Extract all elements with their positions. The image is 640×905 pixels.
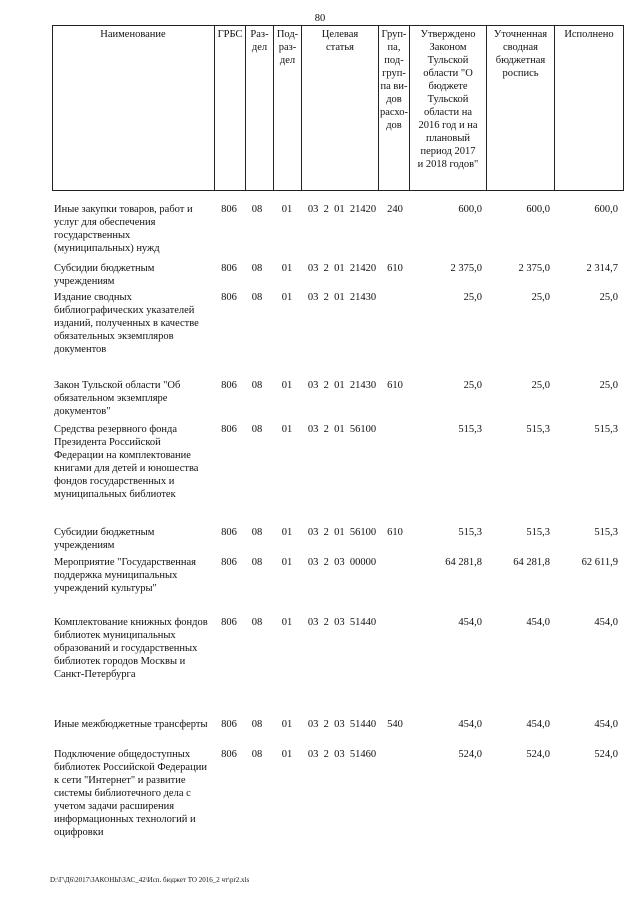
row-approved: 25,0 xyxy=(463,380,482,391)
row-clarified: 600,0 xyxy=(526,204,550,215)
row-executed: 515,3 xyxy=(594,424,618,435)
row-clarified: 515,3 xyxy=(526,424,550,435)
row-razdel: 08 xyxy=(251,749,263,760)
row-grbs: 806 xyxy=(221,263,237,274)
row-target-article: 03 2 01 56100 xyxy=(307,527,377,538)
row-grbs: 806 xyxy=(221,749,237,760)
row-razdel: 08 xyxy=(251,424,263,435)
row-clarified: 25,0 xyxy=(531,380,550,391)
row-target-article: 03 2 01 56100 xyxy=(307,424,377,435)
row-grbs: 806 xyxy=(221,204,237,215)
row-executed: 25,0 xyxy=(599,292,618,303)
row-clarified: 64 281,8 xyxy=(513,557,550,568)
row-executed: 454,0 xyxy=(594,617,618,628)
row-grbs: 806 xyxy=(221,424,237,435)
row-target-article: 03 2 01 21420 xyxy=(307,204,377,215)
column-divider xyxy=(214,25,215,190)
row-podrazdel: 01 xyxy=(281,557,293,568)
column-divider xyxy=(52,25,53,190)
row-executed: 454,0 xyxy=(594,719,618,730)
header-razdel: Раз- дел xyxy=(250,29,269,53)
row-grbs: 806 xyxy=(221,557,237,568)
header-grbs: ГРБС xyxy=(217,29,243,40)
row-razdel: 08 xyxy=(251,263,263,274)
row-expense-group: 610 xyxy=(387,263,403,274)
header-name: Наименование xyxy=(100,29,166,40)
row-grbs: 806 xyxy=(221,527,237,538)
row-expense-group: 610 xyxy=(387,527,403,538)
row-clarified: 454,0 xyxy=(526,617,550,628)
row-target-article: 03 2 03 51440 xyxy=(307,719,377,730)
row-clarified: 515,3 xyxy=(526,527,550,538)
row-podrazdel: 01 xyxy=(281,292,293,303)
row-target-article: 03 2 03 51440 xyxy=(307,617,377,628)
header-expense-group: Груп- па, под- груп- па ви- дов расхо- дов xyxy=(379,29,409,131)
row-grbs: 806 xyxy=(221,292,237,303)
row-clarified: 25,0 xyxy=(531,292,550,303)
row-clarified: 2 375,0 xyxy=(518,263,550,274)
row-podrazdel: 01 xyxy=(281,617,293,628)
row-clarified: 524,0 xyxy=(526,749,550,760)
row-name: Иные межбюджетные трансферты xyxy=(54,719,208,730)
row-approved: 524,0 xyxy=(458,749,482,760)
row-approved: 2 375,0 xyxy=(450,263,482,274)
row-podrazdel: 01 xyxy=(281,204,293,215)
row-executed: 62 611,9 xyxy=(581,557,618,568)
row-approved: 454,0 xyxy=(458,719,482,730)
row-target-article: 03 2 01 21430 xyxy=(307,292,377,303)
row-podrazdel: 01 xyxy=(281,424,293,435)
row-approved: 600,0 xyxy=(458,204,482,215)
row-executed: 25,0 xyxy=(599,380,618,391)
row-approved: 515,3 xyxy=(458,527,482,538)
row-podrazdel: 01 xyxy=(281,380,293,391)
row-approved: 64 281,8 xyxy=(445,557,482,568)
page-number: 80 xyxy=(314,13,326,24)
row-name: Комплектование книжных фондов библиотек муниципальных образований и государственных библиотек городов Москвы и Санкт-Петербурга xyxy=(54,617,208,680)
row-target-article: 03 2 03 51460 xyxy=(307,749,377,760)
row-podrazdel: 01 xyxy=(281,263,293,274)
row-razdel: 08 xyxy=(251,527,263,538)
row-clarified: 454,0 xyxy=(526,719,550,730)
row-approved: 515,3 xyxy=(458,424,482,435)
row-grbs: 806 xyxy=(221,617,237,628)
column-divider xyxy=(554,25,555,190)
row-expense-group: 610 xyxy=(387,380,403,391)
row-expense-group: 540 xyxy=(387,719,403,730)
row-name: Иные закупки товаров, работ и услуг для обеспечения государственных (муниципальных) нужд xyxy=(54,204,193,254)
header-clarified: Уточненная сводная бюджетная роспись xyxy=(493,29,548,79)
row-podrazdel: 01 xyxy=(281,749,293,760)
row-target-article: 03 2 01 21420 xyxy=(307,263,377,274)
row-approved: 25,0 xyxy=(463,292,482,303)
header-top-border xyxy=(52,25,624,26)
header-executed: Исполнено xyxy=(564,29,614,40)
row-razdel: 08 xyxy=(251,719,263,730)
header-bottom-border xyxy=(52,190,624,191)
row-expense-group: 240 xyxy=(387,204,403,215)
row-executed: 2 314,7 xyxy=(586,263,618,274)
row-name: Субсидии бюджетным учреждениям xyxy=(54,263,155,287)
column-divider xyxy=(623,25,624,190)
row-approved: 454,0 xyxy=(458,617,482,628)
file-path-footer: D:\Г\Д6\2017\ЗАКОНЫ\ЗАС_42\Исп. бюджет ТО 2016_2 чт\pr2.xls xyxy=(50,876,250,884)
header-podrazdel: Под- раз- дел xyxy=(276,29,299,66)
row-razdel: 08 xyxy=(251,380,263,391)
row-name: Закон Тульской области "Об обязательном экземпляре документов" xyxy=(54,380,181,417)
header-approved: Утверждено Законом Тульской области "О бюджете Тульской области на 2016 год и на плановый период 2017 и 2018 годов" xyxy=(417,29,479,170)
row-razdel: 08 xyxy=(251,557,263,568)
row-executed: 515,3 xyxy=(594,527,618,538)
row-name: Средства резервного фонда Президента Российской Федерации на комплектование книгами для детей и юношества фондов государственных и муниципальных библиотек xyxy=(54,424,199,500)
row-name: Подключение общедоступных библиотек Российской Федерации к сети "Интернет" и развитие системы библиотечного дела с учетом задачи расширения информационных технологий и оцифровки xyxy=(54,749,207,838)
row-target-article: 03 2 01 21430 xyxy=(307,380,377,391)
row-grbs: 806 xyxy=(221,719,237,730)
row-razdel: 08 xyxy=(251,204,263,215)
row-grbs: 806 xyxy=(221,380,237,391)
row-name: Издание сводных библиографических указателей изданий, полученных в качестве обязательных экземпляров документов xyxy=(54,292,199,355)
table-header xyxy=(52,25,624,190)
row-executed: 524,0 xyxy=(594,749,618,760)
row-name: Мероприятие "Государственная поддержка муниципальных учреждений культуры" xyxy=(54,557,197,594)
row-podrazdel: 01 xyxy=(281,527,293,538)
row-podrazdel: 01 xyxy=(281,719,293,730)
row-name: Субсидии бюджетным учреждениям xyxy=(54,527,155,551)
row-razdel: 08 xyxy=(251,292,263,303)
row-executed: 600,0 xyxy=(594,204,618,215)
row-razdel: 08 xyxy=(251,617,263,628)
header-target-article: Целевая статья xyxy=(321,29,359,53)
row-target-article: 03 2 03 00000 xyxy=(307,557,377,568)
